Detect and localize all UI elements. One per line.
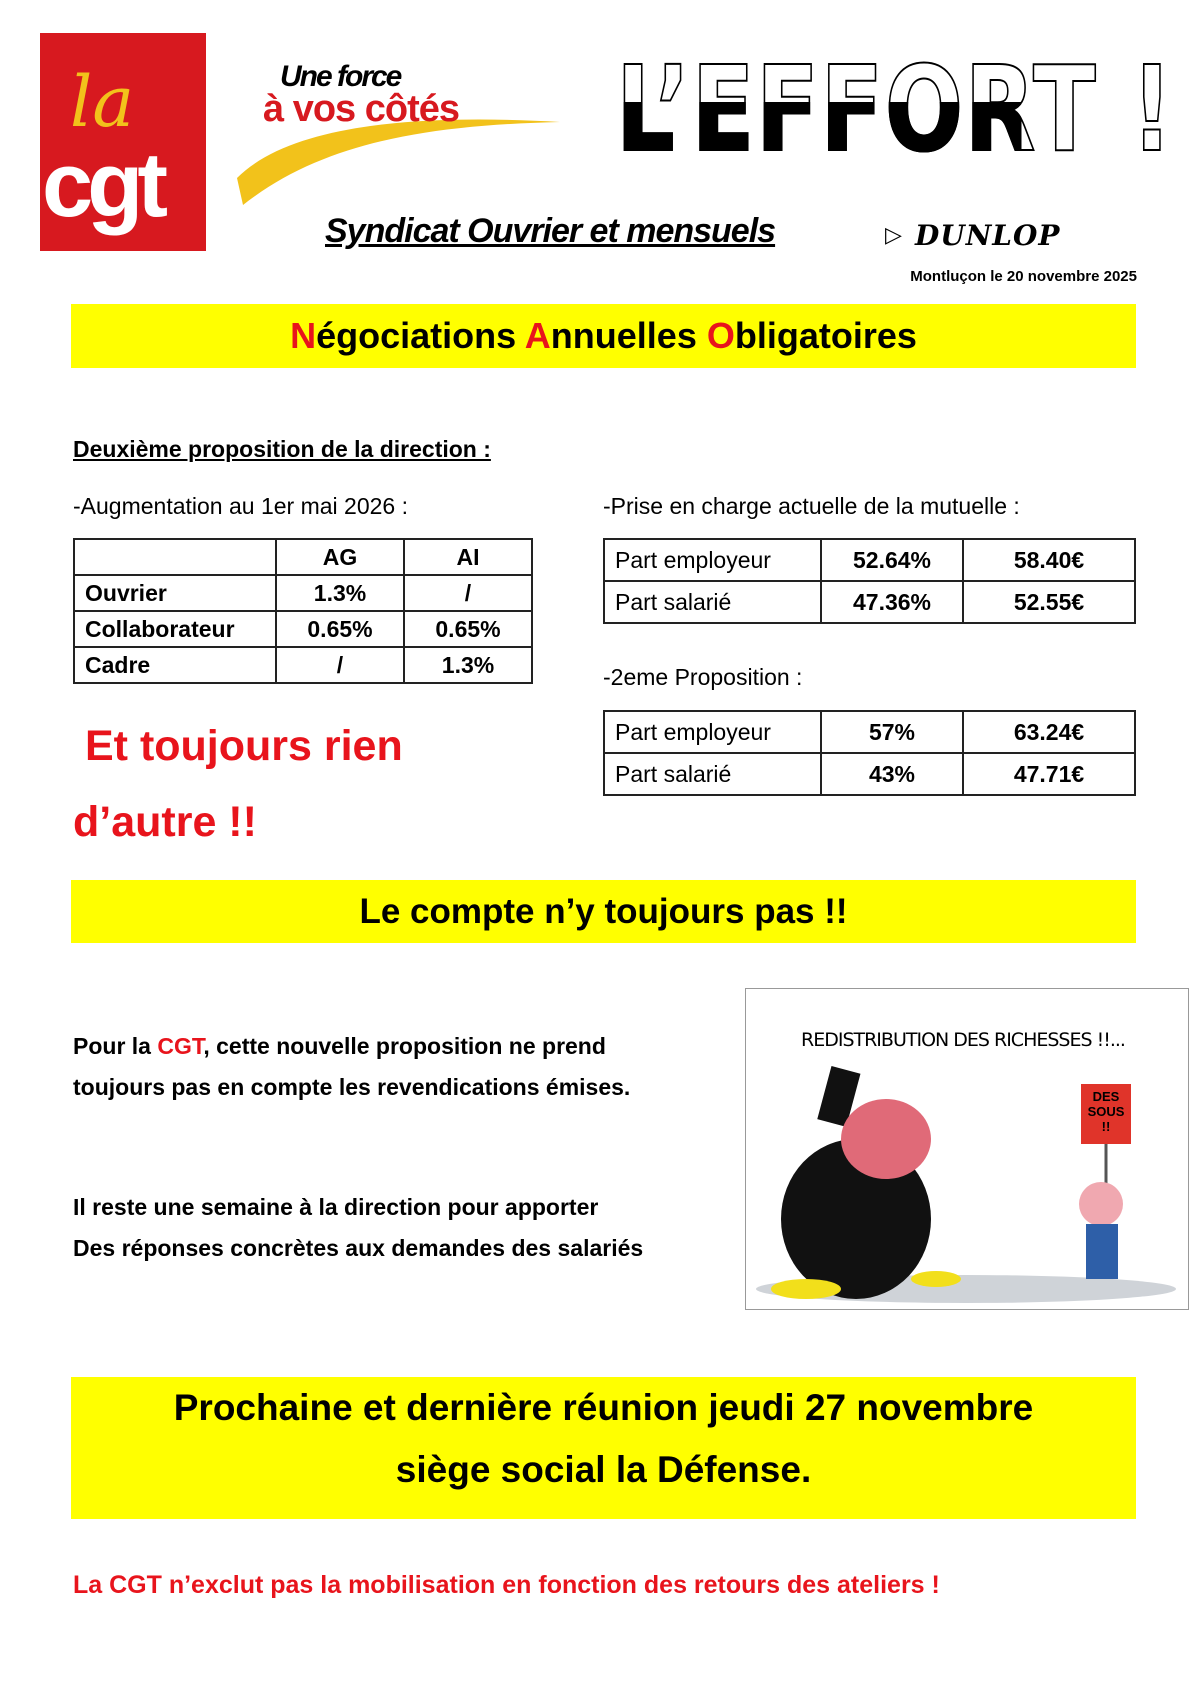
cell: / — [404, 575, 532, 611]
word-obligatoires: bligatoires — [734, 315, 917, 356]
table-row — [604, 753, 1135, 795]
paragraph-delai — [73, 1187, 643, 1269]
logo-la: la — [70, 61, 135, 143]
cell: 57% — [821, 711, 963, 753]
table-row — [604, 711, 1135, 753]
table-header-row — [74, 539, 532, 575]
exclaim-line1: Et toujours rien — [85, 722, 403, 770]
table-row — [604, 581, 1135, 623]
initial-a: A — [524, 315, 551, 356]
text: Pour la — [73, 1033, 158, 1059]
reunion-line2: siège social la Défense. — [395, 1449, 812, 1490]
table-row — [74, 611, 532, 647]
table-row — [74, 647, 532, 683]
cell: 63.24€ — [963, 711, 1135, 753]
mutuelle-actuelle-label: -Prise en charge actuelle de la mutuelle : — [603, 493, 1020, 519]
cell: 58.40€ — [963, 539, 1135, 581]
header-cell — [74, 539, 276, 575]
row-label: Ouvrier — [74, 575, 276, 611]
logo-cgt: cgt — [42, 134, 162, 236]
cgt-highlight: CGT — [157, 1033, 204, 1059]
augmentation-table — [73, 538, 533, 684]
mutuelle-proposition-table — [603, 710, 1136, 796]
header-cell: AG — [276, 539, 404, 575]
table-row — [74, 575, 532, 611]
cell: 52.64% — [821, 539, 963, 581]
dunlop-logo: DUNLOP — [915, 219, 1061, 252]
cell: 1.3% — [404, 647, 532, 683]
cell: 0.65% — [276, 611, 404, 647]
cell: 0.65% — [404, 611, 532, 647]
cell: 52.55€ — [963, 581, 1135, 623]
row-label: Cadre — [74, 647, 276, 683]
dunlop-logo-icon: ▷ — [885, 222, 902, 247]
cell: 47.36% — [821, 581, 963, 623]
cartoon-caption: REDISTRIBUTION DES RICHESSES !!... — [801, 1029, 1125, 1051]
union-name: Syndicat Ouvrier et mensuels — [325, 212, 776, 250]
reunion-line1: Prochaine et dernière réunion jeudi 27 novembre — [173, 1387, 1034, 1428]
cell: 43% — [821, 753, 963, 795]
banner-compte: Le compte n’y toujours pas !! — [71, 880, 1136, 943]
para2-line1: Il reste une semaine à la direction pour apporter — [73, 1194, 599, 1220]
cell: 47.71€ — [963, 753, 1135, 795]
table-row — [604, 539, 1135, 581]
word-negociations: égociations — [316, 315, 525, 356]
cell: / — [276, 647, 404, 683]
word-annuelles: nnuelles — [550, 315, 707, 356]
paragraph-cgt — [73, 1026, 630, 1108]
header-cell: AI — [404, 539, 532, 575]
cartoon-sign-text: DES SOUS !! — [1087, 1089, 1125, 1134]
augmentation-label: -Augmentation au 1er mai 2026 : — [73, 493, 408, 519]
cartoon-image — [745, 988, 1189, 1310]
cgt-logo — [40, 33, 206, 251]
date: Montluçon le 20 novembre 2025 — [910, 268, 1137, 285]
row-label: Part salarié — [604, 581, 821, 623]
slogan-line1: Une force — [280, 60, 401, 93]
para1-line1 — [73, 1026, 630, 1067]
slogan — [235, 60, 565, 210]
row-label: Part salarié — [604, 753, 821, 795]
row-label: Collaborateur — [74, 611, 276, 647]
masthead: L’EFFORT ! — [616, 40, 1175, 178]
mutuelle-actuelle-table — [603, 538, 1136, 624]
section-title: Deuxième proposition de la direction : — [73, 436, 491, 462]
initial-n: N — [290, 315, 317, 356]
footer-mobilisation: La CGT n’exclut pas la mobilisation en fonction des retours des ateliers ! — [73, 1571, 940, 1599]
exclaim-line2: d’autre !! — [73, 798, 257, 846]
para1-line2: toujours pas en compte les revendications émises. — [73, 1074, 631, 1100]
banner-reunion — [71, 1377, 1136, 1519]
row-label: Part employeur — [604, 539, 821, 581]
proposition-label: -2eme Proposition : — [603, 664, 803, 690]
banner-nao — [71, 304, 1136, 368]
para2-line2: Des réponses concrètes aux demandes des salariés — [73, 1235, 644, 1261]
initial-o: O — [706, 315, 735, 356]
text: , cette nouvelle proposition ne prend — [203, 1033, 606, 1059]
cartoon-illustration-icon — [746, 989, 1188, 1309]
row-label: Part employeur — [604, 711, 821, 753]
cell: 1.3% — [276, 575, 404, 611]
slogan-line2: à vos côtés — [263, 88, 459, 130]
